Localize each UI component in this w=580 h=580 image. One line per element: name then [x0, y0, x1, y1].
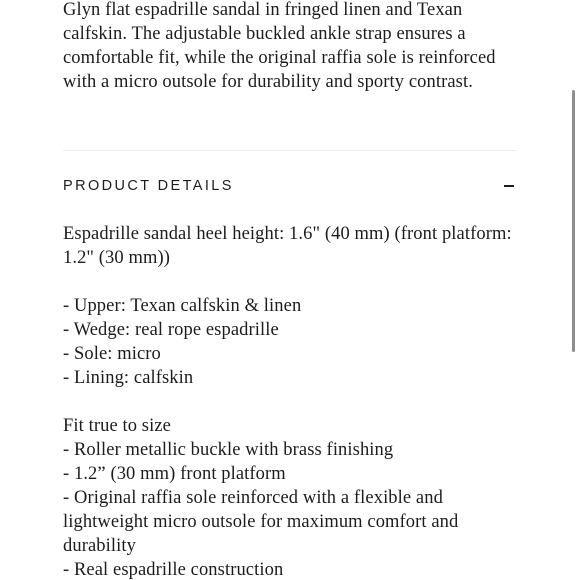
section-divider	[63, 150, 517, 151]
feature-item: - Roller metallic buckle with brass finishing	[63, 440, 394, 460]
product-details-toggle[interactable]	[63, 172, 517, 200]
product-description: Glyn flat espadrille sandal in fringed linen and Texan calfskin. The adjustable buckled ankle strap ensures a comfortable fit, while the original raffia sole is reinforced with a micro outsole for durability and sporty contrast.	[63, 0, 496, 92]
product-details-title: PRODUCT DETAILS	[63, 178, 234, 194]
fit-text: Fit true to size	[63, 416, 171, 436]
material-item: - Sole: micro	[63, 344, 161, 364]
material-item: - Wedge: real rope espadrille	[63, 320, 279, 340]
minus-icon[interactable]	[503, 180, 515, 192]
material-item: - Lining: calfskin	[63, 368, 194, 388]
product-details-content	[63, 222, 523, 580]
feature-item: - 1.2” (30 mm) front platform	[63, 464, 286, 484]
feature-item: - Original raffia sole reinforced with a flexible and lightweight micro outsole for maximum comfort and durability	[63, 488, 459, 556]
heel-height-text: Espadrille sandal heel height: 1.6" (40 mm) (front platform: 1.2" (30 mm))	[63, 224, 512, 268]
material-item: - Upper: Texan calfskin & linen	[63, 296, 302, 316]
feature-item: - Real espadrille construction	[63, 560, 284, 580]
vertical-scrollbar[interactable]	[572, 90, 575, 352]
